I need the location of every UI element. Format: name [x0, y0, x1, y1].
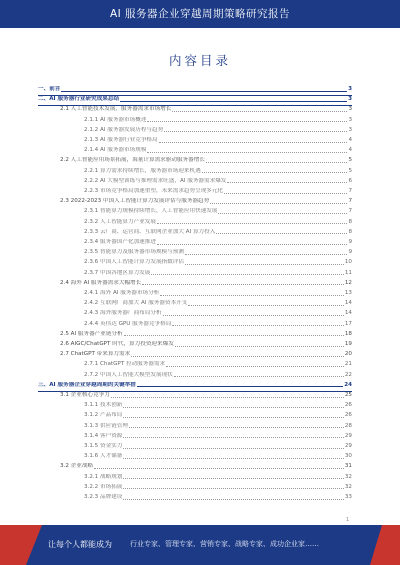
toc-entry-label: 2.3.1 智能算力规模持续增长，人工智能应用快速发展 [84, 208, 218, 215]
toc-entry-page: 33 [344, 494, 352, 500]
toc-entry-label: 2.2 人工智能应用场景拓展，海量计算需求驱动服务器增长 [60, 157, 205, 164]
toc-leader-dots [206, 162, 348, 163]
toc-entry-label: 2.7.2 中国人工智能大模型发展现状 [84, 371, 173, 378]
toc-leader-dots [185, 264, 344, 265]
toc-leader-dots [202, 172, 348, 173]
toc-entry-page: 10 [344, 259, 352, 266]
toc-leader-dots [160, 295, 343, 296]
toc-leader-dots [123, 437, 343, 438]
toc-entry-page: 31 [344, 463, 352, 470]
toc-entry-page: 17 [344, 320, 352, 327]
toc-entry[interactable] [38, 280, 352, 287]
toc-entry-page: 5 [348, 157, 352, 164]
toc-leader-dots [188, 305, 344, 306]
toc-leader-dots [163, 315, 344, 316]
toc-entry[interactable] [38, 443, 352, 450]
toc-entry-label: 2.4.2 互联网厂商加大 AI 服务器资本开支 [84, 300, 188, 307]
toc-entry[interactable] [38, 494, 352, 501]
toc-leader-dots [147, 121, 347, 122]
toc-entry[interactable] [38, 351, 352, 358]
toc-entry-label: 3.2 企业战略 [60, 463, 94, 470]
toc-entry[interactable] [38, 147, 352, 154]
toc-entry[interactable] [38, 412, 352, 419]
toc-entry-label: 2.3.5 智能算力及服务器市场规模与预测 [84, 249, 184, 256]
toc-entry-label: 3.1.2 产品布局 [84, 412, 123, 419]
toc-leader-dots [131, 356, 344, 357]
toc-entry-page: 32 [344, 473, 352, 480]
toc-entry-page: 26 [344, 412, 352, 419]
report-title: AI 服务器企业穿越周期策略研究报告 [109, 8, 291, 20]
toc-entry-label: 3.1.5 资金实力 [84, 443, 123, 449]
toc-entry[interactable] [38, 259, 352, 266]
toc-entry-page: 3 [348, 86, 352, 92]
toc-entry-label: 2.4 海外 AI 服务器需求大幅增长 [60, 279, 142, 286]
toc-entry[interactable] [38, 341, 352, 348]
toc-leader-dots [111, 397, 344, 398]
toc-entry-page: 3 [348, 106, 352, 113]
toc-entry-label: 2.1.2 AI 服务器发展历程与趋势 [84, 126, 164, 133]
toc-entry-page: 8 [348, 228, 352, 235]
toc-entry[interactable] [38, 117, 352, 124]
toc-leader-dots [123, 478, 343, 479]
toc-entry-page: 21 [344, 361, 352, 368]
toc-entry[interactable] [38, 157, 352, 164]
toc-entry-page: 11 [344, 269, 352, 276]
toc-entry[interactable] [38, 423, 352, 430]
toc-entry[interactable] [38, 361, 352, 368]
toc-entry-label: 一、前言 [38, 86, 61, 92]
toc-entry-page: 29 [344, 432, 352, 439]
toc-entry-label: 2.3.4 服务器国产化加速推进 [84, 239, 156, 245]
toc-entry-page: 7 [348, 188, 352, 194]
toc-entry[interactable] [38, 290, 352, 297]
toc-leader-dots [123, 448, 343, 449]
toc-entry[interactable] [38, 300, 352, 307]
toc-leader-dots [123, 407, 343, 408]
toc-leader-dots [172, 325, 344, 326]
toc-entry[interactable] [38, 321, 352, 328]
toc-entry-label: 2.3 2022-2023 中国人工智能计算力发展评估与服务器趋势 [60, 198, 210, 205]
toc-entry[interactable] [38, 310, 352, 317]
toc-leader-dots [61, 91, 347, 92]
toc-entry-page: 6 [348, 177, 352, 184]
toc-entry-label: 2.4.4 英伟达 GPU 服务器竞争格局 [84, 320, 172, 327]
toc-entry-label: 2.1.1 AI 服务器市场概述 [84, 116, 147, 123]
toc-entry-page: 30 [344, 453, 352, 460]
toc-entry-page: 7 [348, 208, 352, 215]
toc-entry[interactable] [38, 229, 352, 236]
toc-leader-dots [174, 376, 344, 377]
toc-leader-dots [159, 142, 348, 143]
toc-entry-page: 12 [344, 279, 352, 286]
toc-entry-label: 2.4.1 海外 AI 服务器市场分析 [84, 290, 160, 296]
toc-entry-label: 2.3.2 人工智能算力产业发展 [84, 218, 156, 225]
toc-entry-page: 3 [348, 96, 352, 103]
toc-leader-dots [210, 203, 347, 204]
toc-entry-label: 2.3.6 中国人工智能计算力发展指数评估 [84, 259, 184, 266]
toc-leader-dots [172, 111, 347, 112]
toc-leader-dots [123, 499, 343, 500]
toc-leader-dots [129, 427, 344, 428]
toc-entry[interactable] [38, 137, 352, 144]
toc-entry[interactable] [38, 178, 352, 185]
toc-entry[interactable] [38, 168, 352, 175]
toc-entry-label: 2.3.7 中国各地区算力发展 [84, 269, 151, 276]
toc-leader-dots [224, 193, 347, 194]
toc-leader-dots [166, 366, 344, 367]
toc-entry-label: 二、AI 服务器行业研究成果总结 [38, 96, 120, 103]
toc-entry-page: 4 [348, 137, 352, 143]
toc-entry-page: 14 [344, 300, 352, 307]
toc-entry-page: 24 [344, 381, 352, 388]
toc-entry-page: 8 [348, 218, 352, 225]
toc-leader-dots [185, 254, 348, 255]
toc-entry[interactable] [38, 127, 352, 134]
toc-entry-label: 3.2.2 市场拓展 [84, 483, 123, 490]
footer-accent-shape-right [370, 525, 400, 565]
toc-entry-label: 2.2.1 算力需求持续增长，服务器市场迎来机遇 [84, 167, 201, 174]
toc-entry-label: 2.4.3 海外服务器厂商布局分析 [84, 310, 162, 317]
toc-entry-label: 2.2.2 AI 大模型训练与推理需求旺盛，AI 服务器需求爆发 [84, 177, 227, 184]
toc-entry-label: 2.1 人工智能技术发展，服务器需求市场增长 [60, 106, 172, 113]
toc-entry[interactable] [38, 219, 352, 226]
footer-tagline: 行业专家、管理专家、营销专家、战略专家、成功企业家…… [130, 540, 319, 548]
report-header-bar [0, 0, 400, 28]
toc-entry[interactable] [38, 382, 352, 389]
toc-entry-page: 29 [344, 443, 352, 449]
toc-entry-page: 3 [348, 126, 352, 133]
footer-banner [0, 525, 400, 565]
toc-entry[interactable] [38, 474, 352, 481]
toc-entry-label: 3.1.6 人才储备 [84, 453, 123, 460]
page-number: 1 [346, 517, 350, 523]
toc-entry-label: 3.1.4 客户资源 [84, 432, 123, 439]
toc-leader-dots [94, 468, 344, 469]
toc-entry-label: 3.1 企业核心竞争力 [60, 392, 110, 398]
toc-entry-page: 9 [348, 249, 352, 256]
toc-entry-label: 2.5 AI 服务器产业链分析 [60, 330, 123, 337]
footer-accent-shape [0, 525, 42, 565]
toc-entry[interactable] [38, 270, 352, 277]
toc-leader-dots [123, 417, 343, 418]
toc-leader-dots [227, 182, 347, 183]
toc-entry[interactable] [38, 96, 352, 103]
toc-entry[interactable] [38, 392, 352, 399]
toc-entry[interactable] [38, 433, 352, 440]
toc-entry-label: 2.2.3 市场竞争格局加速重塑，未来需求趋势呈现多元化 [84, 188, 224, 194]
toc-entry[interactable] [38, 484, 352, 491]
toc-leader-dots [164, 131, 347, 132]
toc-entry-label: 2.6 AIGC/ChatGPT 时代，算力投资迎来爆发 [60, 341, 174, 347]
toc-entry-label: 3.2.3 品牌建设 [84, 494, 123, 500]
toc-entry-label: 2.7.1 ChatGPT 拉动服务器需求 [84, 361, 166, 368]
toc-leader-dots [123, 458, 343, 459]
toc-entry[interactable] [38, 239, 352, 246]
toc-entry-page: 13 [344, 290, 352, 296]
toc-entry-page: 32 [344, 483, 352, 490]
toc-entry-page: 19 [344, 341, 352, 347]
toc-entry[interactable] [38, 249, 352, 256]
toc-entry-page: 26 [344, 402, 352, 409]
toc-leader-dots [175, 346, 344, 347]
toc-entry[interactable] [38, 453, 352, 460]
toc-leader-dots [124, 335, 344, 336]
toc-entry-label: 2.3.3 云厂商、运营商、互联网企业加大 AI 算力投入 [84, 228, 216, 235]
toc-entry-page: 18 [344, 330, 352, 337]
toc-entry[interactable] [38, 331, 352, 338]
toc-entry-label: 2.1.3 AI 服务器行业竞争格局 [84, 137, 158, 143]
toc-entry-label: 三、AI 服务器企业穿越周期的关键举措 [38, 381, 136, 388]
toc-heading: 内容目录 [168, 53, 231, 68]
toc-entry[interactable] [38, 372, 352, 379]
toc-entry-page: 5 [348, 167, 352, 174]
toc-leader-dots [157, 244, 347, 245]
toc-entry-label: 3.2.1 战略规划 [84, 473, 123, 480]
toc-leader-dots [120, 101, 347, 102]
toc-entry-page: 20 [344, 351, 352, 358]
toc-leader-dots [147, 152, 347, 153]
toc-entry-page: 25 [344, 392, 352, 398]
toc-entry-label: 2.1.4 AI 服务器市场规模 [84, 147, 147, 154]
toc-entry[interactable] [38, 402, 352, 409]
toc-entry[interactable] [38, 188, 352, 195]
toc-leader-dots [216, 233, 347, 234]
toc-entry[interactable] [38, 198, 352, 205]
toc-entry[interactable] [38, 463, 352, 470]
toc-entry-page: 28 [344, 422, 352, 429]
toc-leader-dots [137, 386, 343, 387]
toc-entry[interactable] [38, 208, 352, 215]
toc-entry[interactable] [38, 86, 352, 93]
table-of-contents [38, 86, 352, 511]
toc-entry[interactable] [38, 106, 352, 113]
toc-entry-page: 4 [348, 147, 352, 154]
toc-leader-dots [142, 284, 344, 285]
toc-leader-dots [157, 223, 347, 224]
footer-slogan: 让每个人都能成为 [48, 540, 112, 549]
toc-leader-dots [123, 488, 343, 489]
toc-entry-label: 3.1.1 技术创新 [84, 402, 123, 409]
toc-entry-page: 9 [348, 239, 352, 245]
toc-leader-dots [151, 274, 344, 275]
toc-entry-label: 3.1.3 供应链管理 [84, 422, 128, 429]
toc-entry-page: 22 [344, 371, 352, 378]
toc-entry-page: 7 [348, 198, 352, 205]
toc-entry-page: 3 [348, 116, 352, 123]
toc-entry-label: 2.7 ChatGPT 带来算力需求 [60, 351, 131, 358]
toc-entry-page: 14 [344, 310, 352, 317]
toc-leader-dots [218, 213, 347, 214]
